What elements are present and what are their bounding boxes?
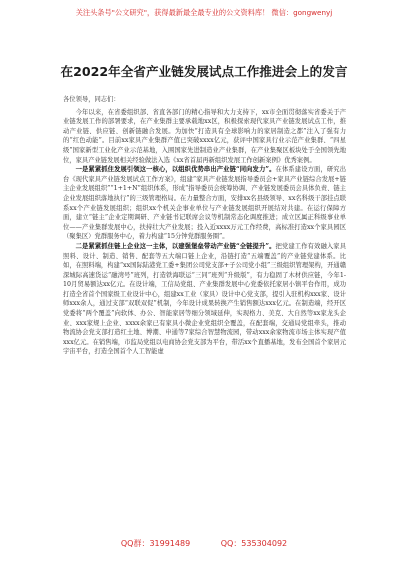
document-title: 在2022年全省产业链发展试点工作推进会上的发言	[60, 64, 348, 79]
paragraph-point-2-text: 把党建工作有效融入家具照料、设计、制造、销售、配套等五大端口链上企业，沿链打造“五端覆盖”的产业链党建体系。比如，在照料端，构建“xx国际陆港党工委+集团公司党支部+子公司党小组”三级组织管理架构，开通赣深城际高速货运“融湾号”班列，打造铁海联运“三同”班列“升级版”，有力稳固了木材供应链，今年1-10月贸易额达xx亿元。在设计端，工信局党组、产业集群发展中心党委依托家居小镇平台作用，成功打造全省首个国家级工业设计中心，组建xx工业（家具）设计中心党支部，提引入驻机构xxx家、设计师xxx余人，通过支部“双联双促”机制，今年设计成果转换产生销售额达xxx亿元。在制造端，经开区党委将“两个覆盖”向软体、办公、智能家居等细分领域延伸，实现格力、美克、大自然等xx家龙头企业、xxx家规上企业、xxxx余家已有家具小微企业党组织全覆盖，在配套端，交通局党组牵头，推动物流协会党支部打造红土地、博潮、申通等7家综合智慧物流园，带动xxx余家物流市场主体实现产值xxx亿元。在销售端，市监局党组以电商协会党支部为平台，带活xx个直播基地，发布全国首个家居元宇宙平台，打造全国首个人工智能虚	[63, 242, 346, 356]
promo-banner: 关注头条号"公文研究"，获得最新最全最专业的公文资料库！ 微信：gongwenyj	[75, 8, 333, 17]
qq-group-number: QQ群：31991489	[120, 539, 191, 548]
contact-footer	[0, 538, 408, 549]
document-body	[63, 95, 346, 357]
paragraph-intro-text: 今年以来，在省委组织部、省直各部门的精心指导和大力支持下，xx市全面贯彻落实省委关于产业链发展工作的部署要求，在产业集群主要承载地xx区，积极探索现代家具产业链发展试点工作，推动产业链、供应链、创新链融合发展。为加快“打造具有全球影响力的家居制造之都”注入了强有力的“红色动能”。目前xx家具产业集群产值已突破xxxx亿元，获评中国家具行业示范产业集群、“四星级”国家新型工业化产业示范基地，入围国家先进制造业产业集群，在产业集聚区板块处于全国领先地位，家具产业链发展相关经验做法入选《xx省首届再新组织发展工作创新案例》优秀案例。	[63, 108, 346, 164]
paragraph-intro	[63, 108, 346, 166]
paragraph-point-1-heading: 一是紧紧抓住发展引领这一核心，以组织优势串出产业链“同向发力”。	[75, 166, 276, 174]
paragraph-point-2	[63, 242, 346, 357]
paragraph-point-2-heading: 二是紧紧抓住链上企业这一主体，以建强堡垒带动产业链“全链提升”。	[75, 242, 276, 250]
paragraph-point-1	[63, 165, 346, 242]
salutation: 各位领导，同志们：	[63, 96, 120, 103]
qq-number: QQ：535304092	[220, 539, 288, 548]
paragraph-point-1-text: 在体系建设方面，研究出台《现代家具产业链发展试点工作方案》，组建“家具产业链发展指导委员会+家具产业链综合发展+链主企业发展组织”“1+1+N”组织体系，形成“指导委员会统筹协调、产业链发展委员会具体负责、链主企业发展组织落地执行”的三级管理格局。在力量整合方面，安排xx名县级领导、xx名科级干部挂点联系xx个产业链发展组织；组织xx个机关企事业单位与产业链发展组织开展结对共建。在运行保障方面，建立“链主”企业定期调研、产业链书记联席会议等机制常态化调度推进；成立区属正科级事业单位——产业集群发展中心，扶持壮大产业发展；投入近xxxx万元工作经费，高标准打造xx个家具园区（聚集区）党群服务中心，着力构建“15分钟党群服务圈”。	[63, 166, 346, 241]
